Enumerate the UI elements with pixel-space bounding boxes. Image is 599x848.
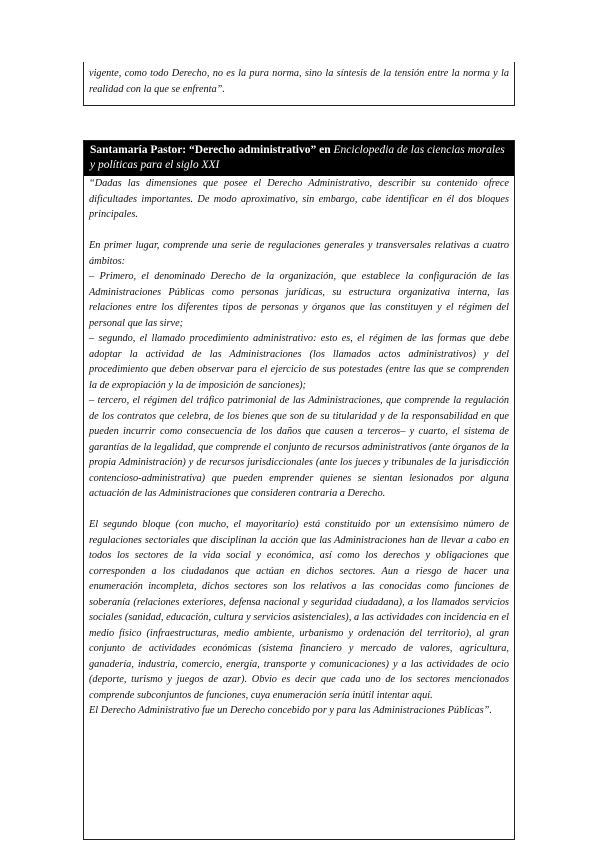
quote-continuation-text: vigente, como todo Derecho, no es la pura norma, sino la síntesis de la tensión entre la norma y la realidad con la que se enfrenta”. <box>89 68 509 95</box>
quote-body <box>84 176 514 719</box>
quote-paragraph: – segundo, el llamado procedimiento administrativo: esto es, el régimen de las formas que debe adoptar la actividad de las Administraciones (los llamados actos administrativos) y del procedimiento que deben observar para el ejercicio de sus potestades (entre las que se comprenden la de expropiación y la de imposición de sanciones); <box>89 333 509 391</box>
quote-paragraph: En primer lugar, comprende una serie de regulaciones generales y transversales relativas a cuatro ámbitos: <box>89 240 509 267</box>
quote-paragraph: – tercero, el régimen del tráfico patrimonial de las Administraciones, que comprende la regulación de los contratos que celebra, de los bienes que son de su titularidad y de la responsabilidad en que pueden incurrir como consecuencia de los daños que causen a terceros– y cuarto, el sistema de garantías de la legalidad, que comprende el conjunto de recursos administrativos (ante órganos de la propia Administración) y de recursos jurisdiccionales (ante los jueces y tribunales de la jurisdicción contencioso-administrativa) que pueden emprender quienes se sientan lesionados por alguna actuación de las Administraciones que consideren contraria a Derecho. <box>89 395 509 499</box>
paragraph-spacer <box>84 223 514 239</box>
quote-box-header <box>84 141 514 176</box>
header-publication-title: Enciclopedia de las ciencias morales y políticas para el siglo XXI <box>90 144 505 171</box>
quote-paragraph: – Primero, el denominado Derecho de la organización, que establece la configuración de las Administraciones Públicas como personas jurídicas, su estructura organizativa interna, las relaciones entre los diferentes tipos de personas y órganos que las constituyen y el régimen del personal que las sirve; <box>89 271 509 329</box>
quote-paragraph: El segundo bloque (con mucho, el mayoritario) está constituido por un extensísimo número de regulaciones sectoriales que disciplinan la acción que las Administraciones han de llevar a cabo en todos los sectores de la vida social y económica, así como los derechos y obligaciones que corresponden a los ciudadanos que actúan en dichos sectores. Aun a riesgo de hacer una enumeración incompleta, dichos sectores son los relativos a las conocidas como funciones de soberanía (relaciones exteriores, defensa nacional y seguridad ciudadana), a los llamados servicios sociales (sanidad, educación, cultura y servicios asistenciales), a las actividades con incidencia en el medio físico (infraestructuras, medio ambiente, urbanismo y ordenación del territorio), al gran conjunto de actividades económicas (sistema financiero y mercado de valores, agricultura, ganadería, industria, comercio, energía, transporte y comunicaciones) y a las actividades de ocio (deporte, turismo y juegos de azar). Obvio es decir que cada uno de los sectores mencionados comprende subconjuntos de funciones, cuya enumeración sería inútil intentar aquí. <box>89 519 509 701</box>
paragraph-spacer <box>84 502 514 518</box>
quote-paragraph: El Derecho Administrativo fue un Derecho concebido por y para las Administraciones Públicas”. <box>89 705 492 716</box>
header-author-title: Santamaría Pastor: “Derecho administrativo” en <box>90 144 334 156</box>
quote-paragraph: “Dadas las dimensiones que posee el Derecho Administrativo, describir su contenido ofrece dificultades importantes. De modo aproximativo, sin embargo, cabe identificar en él dos bloques principales. <box>89 178 509 220</box>
quote-box-santamaria <box>83 140 515 840</box>
quote-box-continued <box>83 62 515 106</box>
